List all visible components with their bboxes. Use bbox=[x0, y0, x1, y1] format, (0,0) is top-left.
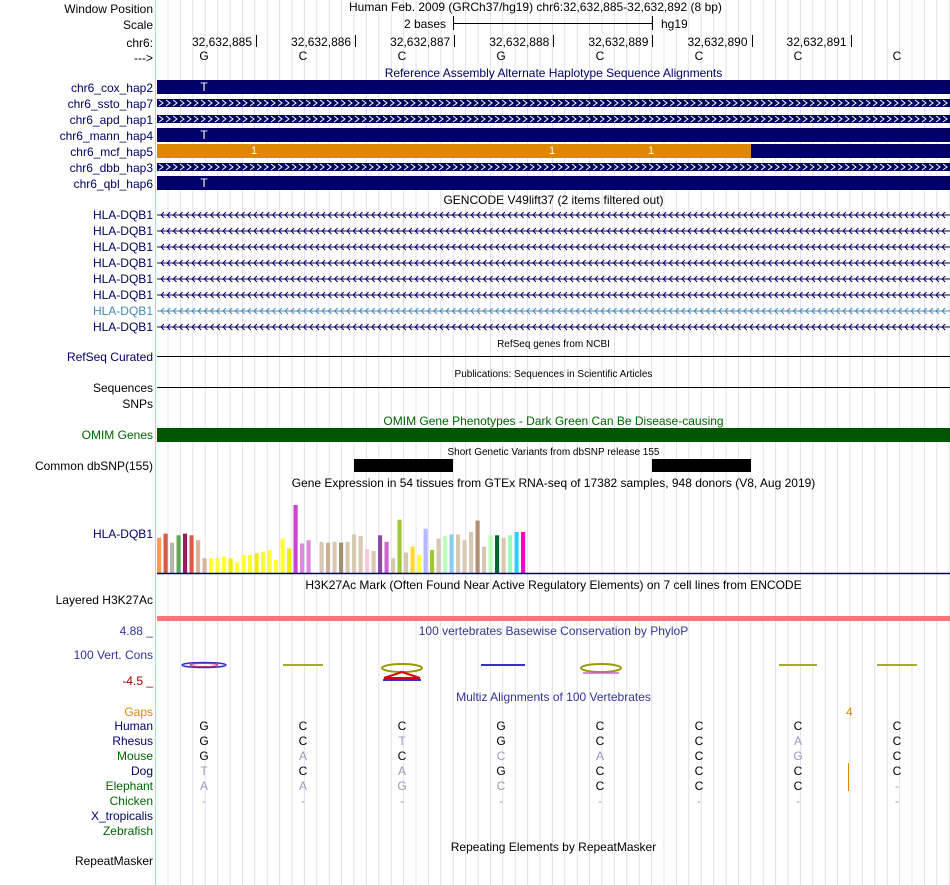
multiz-species-label: Human bbox=[114, 719, 153, 733]
multiz-base: C bbox=[892, 719, 902, 733]
gtex-tissue-bar[interactable] bbox=[450, 534, 454, 573]
window-position-value: Human Feb. 2009 (GRCh37/hg19) chr6:32,632,885-32,632,892 (8 bp) bbox=[349, 0, 722, 14]
gtex-tissue-bar[interactable] bbox=[339, 543, 343, 573]
coord-tick bbox=[553, 35, 554, 47]
strand-label: ---> bbox=[134, 51, 153, 65]
alt-haplotype-base: T bbox=[200, 80, 208, 94]
alt-haplotypes-title: Reference Assembly Alternate Haplotype Sequence Alignments bbox=[384, 66, 723, 80]
gtex-tissue-bar[interactable] bbox=[209, 558, 213, 573]
alt-haplotype-feature[interactable] bbox=[751, 144, 950, 158]
multiz-base: A bbox=[298, 749, 307, 763]
multiz-base: C bbox=[793, 719, 803, 733]
phylop-logo-5 bbox=[581, 664, 621, 673]
gtex-tissue-bar[interactable] bbox=[476, 521, 480, 573]
multiz-base: - bbox=[301, 794, 305, 808]
gencode-transcript-label[interactable]: HLA-DQB1 bbox=[92, 208, 153, 222]
multiz-base: C bbox=[892, 764, 902, 778]
multiz-species-label: X_tropicalis bbox=[90, 809, 153, 823]
reference-base: C bbox=[694, 49, 704, 63]
gencode-transcript-label[interactable]: HLA-DQB1 bbox=[92, 288, 153, 302]
gtex-tissue-bar[interactable] bbox=[229, 558, 233, 573]
gtex-tissue-bar[interactable] bbox=[346, 542, 350, 573]
coord-tick bbox=[752, 35, 753, 47]
dbsnp-title: Short Genetic Variants from dbSNP release 155 bbox=[447, 447, 660, 458]
gtex-tissue-bar[interactable] bbox=[242, 555, 246, 573]
publications-title: Publications: Sequences in Scientific Articles bbox=[454, 369, 653, 380]
multiz-species-label: Dog bbox=[130, 764, 153, 778]
chrom-label: chr6: bbox=[126, 36, 153, 50]
alt-haplotype-label[interactable]: chr6_mcf_hap5 bbox=[70, 145, 153, 159]
multiz-base: A bbox=[298, 779, 307, 793]
strand-arrows bbox=[157, 99, 950, 107]
multiz-base: C bbox=[298, 764, 308, 778]
coord-label: 32,632,891 bbox=[786, 35, 847, 49]
multiz-gaps-value: 4 bbox=[846, 705, 853, 719]
reference-base: G bbox=[199, 49, 209, 63]
alt-haplotype-base: T bbox=[200, 128, 208, 142]
coord-label: 32,632,888 bbox=[489, 35, 550, 49]
multiz-base: C bbox=[496, 779, 506, 793]
window-position-label: Window Position bbox=[64, 2, 153, 16]
gencode-transcript[interactable] bbox=[157, 226, 950, 236]
multiz-species-label: Elephant bbox=[105, 779, 153, 793]
gtex-label[interactable]: HLA-DQB1 bbox=[92, 527, 153, 541]
multiz-base: C bbox=[892, 749, 902, 763]
alt-haplotype-feature[interactable] bbox=[157, 80, 950, 94]
gencode-transcript[interactable] bbox=[157, 258, 950, 268]
scale-label: Scale bbox=[122, 18, 153, 32]
alt-haplotype-label[interactable]: chr6_ssto_hap7 bbox=[67, 97, 153, 111]
strand-arrows bbox=[157, 163, 950, 171]
gencode-transcript[interactable] bbox=[157, 322, 950, 332]
gtex-tissue-bar[interactable] bbox=[268, 550, 272, 573]
gencode-transcript[interactable] bbox=[157, 274, 950, 284]
gtex-tissue-bar[interactable] bbox=[469, 532, 473, 573]
coord-label: 32,632,889 bbox=[588, 35, 649, 49]
gencode-transcript[interactable] bbox=[157, 210, 950, 220]
multiz-base: C bbox=[595, 764, 605, 778]
gtex-tissue-bar[interactable] bbox=[495, 535, 499, 573]
gtex-tissue-bar[interactable] bbox=[248, 555, 252, 573]
multiz-base: C bbox=[595, 779, 605, 793]
dbsnp-label[interactable]: Common dbSNP(155) bbox=[34, 459, 153, 473]
gtex-tissue-bar[interactable] bbox=[437, 539, 441, 573]
alt-haplotype-base: 1 bbox=[250, 145, 258, 157]
reference-base: C bbox=[298, 49, 308, 63]
gtex-tissue-bar[interactable] bbox=[404, 553, 408, 574]
scale-bar bbox=[453, 23, 652, 24]
dbsnp-variant[interactable] bbox=[354, 459, 453, 472]
phylop-title: 100 vertebrates Basewise Conservation by PhyloP bbox=[418, 624, 689, 638]
h3k27ac-label[interactable]: Layered H3K27Ac bbox=[55, 593, 153, 607]
gencode-transcript-label[interactable]: HLA-DQB1 bbox=[92, 224, 153, 238]
alt-haplotype-base: T bbox=[200, 176, 208, 190]
coord-tick bbox=[355, 35, 356, 47]
gtex-tissue-bar[interactable] bbox=[502, 538, 506, 573]
reference-base: G bbox=[496, 49, 506, 63]
multiz-base: C bbox=[298, 719, 308, 733]
publications-line bbox=[157, 387, 950, 388]
multiz-base: G bbox=[397, 779, 407, 793]
alt-haplotype-feature[interactable] bbox=[157, 176, 950, 190]
reference-base: C bbox=[892, 49, 902, 63]
gtex-tissue-bar[interactable] bbox=[177, 535, 181, 573]
multiz-base: C bbox=[793, 764, 803, 778]
coord-tick bbox=[256, 35, 257, 47]
multiz-species-label: Mouse bbox=[116, 749, 153, 763]
coord-label: 32,632,887 bbox=[390, 35, 451, 49]
gtex-tissue-bar[interactable] bbox=[255, 553, 259, 573]
gtex-tissue-bar[interactable] bbox=[411, 547, 415, 573]
multiz-base: - bbox=[796, 794, 800, 808]
coord-label: 32,632,890 bbox=[687, 35, 748, 49]
multiz-base: C bbox=[694, 749, 704, 763]
gtex-tissue-bar[interactable] bbox=[417, 555, 421, 573]
alt-haplotype-feature[interactable] bbox=[157, 144, 751, 158]
refseq-title: RefSeq genes from NCBI bbox=[497, 339, 610, 350]
gencode-transcript[interactable] bbox=[157, 290, 950, 300]
multiz-base: C bbox=[397, 719, 407, 733]
multiz-base: C bbox=[694, 734, 704, 748]
reference-base: C bbox=[793, 49, 803, 63]
gtex-tissue-bar[interactable] bbox=[313, 545, 317, 573]
gtex-tissue-bar[interactable] bbox=[385, 542, 389, 573]
alt-haplotype-feature[interactable] bbox=[157, 128, 950, 142]
phylop-label[interactable]: 100 Vert. Cons bbox=[73, 648, 153, 662]
gtex-tissue-bar[interactable] bbox=[183, 534, 187, 573]
scale-right-tick bbox=[652, 16, 653, 30]
multiz-base: G bbox=[199, 749, 209, 763]
phylop-logo-3 bbox=[382, 664, 422, 680]
alt-haplotype-base: 1 bbox=[548, 145, 556, 157]
gtex-tissue-bar[interactable] bbox=[378, 535, 382, 573]
alt-haplotype-label[interactable]: chr6_apd_hap1 bbox=[69, 113, 153, 127]
multiz-gaps-label: Gaps bbox=[124, 705, 153, 719]
publications-label-snps[interactable]: SNPs bbox=[122, 397, 153, 411]
gtex-tissue-bar[interactable] bbox=[365, 549, 369, 573]
multiz-base: T bbox=[398, 734, 406, 748]
multiz-base: C bbox=[694, 764, 704, 778]
gtex-tissue-bar[interactable] bbox=[352, 534, 356, 573]
gtex-tissue-bar[interactable] bbox=[326, 543, 330, 573]
multiz-title: Multiz Alignments of 100 Vertebrates bbox=[456, 690, 651, 704]
alt-haplotype-label[interactable]: chr6_cox_hap2 bbox=[70, 81, 153, 95]
multiz-base: A bbox=[199, 779, 208, 793]
refseq-line bbox=[157, 356, 950, 357]
scale-bases: 2 bases bbox=[404, 17, 447, 31]
multiz-base: C bbox=[694, 779, 704, 793]
multiz-base: A bbox=[793, 734, 802, 748]
reference-base: C bbox=[397, 49, 407, 63]
gtex-tissue-bar[interactable] bbox=[372, 551, 376, 573]
gencode-transcript-label[interactable]: HLA-DQB1 bbox=[92, 320, 153, 334]
gencode-transcript-label[interactable]: HLA-DQB1 bbox=[92, 256, 153, 270]
gtex-tissue-bar[interactable] bbox=[261, 552, 265, 573]
gtex-tissue-bar[interactable] bbox=[391, 558, 395, 573]
multiz-base: C bbox=[595, 734, 605, 748]
gtex-tissue-bar[interactable] bbox=[443, 536, 447, 573]
publications-label-sequences[interactable]: Sequences bbox=[92, 381, 153, 395]
gtex-tissue-bar[interactable] bbox=[521, 532, 525, 573]
phylop-min: -4.5 _ bbox=[122, 674, 153, 688]
gencode-title: GENCODE V49lift37 (2 items filtered out) bbox=[443, 193, 664, 207]
multiz-base: - bbox=[895, 779, 899, 793]
multiz-species-label: Zebrafish bbox=[102, 824, 153, 838]
gtex-tissue-bar[interactable] bbox=[508, 535, 512, 573]
multiz-base: - bbox=[499, 794, 503, 808]
multiz-base: G bbox=[496, 719, 506, 733]
alt-haplotype-base: 1 bbox=[647, 145, 655, 157]
gtex-tissue-bar[interactable] bbox=[235, 562, 239, 573]
multiz-base: G bbox=[496, 764, 506, 778]
gtex-tissue-bar[interactable] bbox=[164, 534, 168, 573]
refseq-label[interactable]: RefSeq Curated bbox=[66, 350, 153, 364]
h3k27ac-signal bbox=[157, 616, 950, 621]
gtex-tissue-bar[interactable] bbox=[287, 548, 291, 573]
multiz-base: C bbox=[496, 749, 506, 763]
phylop-chart bbox=[157, 658, 950, 684]
gencode-transcript-label[interactable]: HLA-DQB1 bbox=[92, 304, 153, 318]
multiz-base: C bbox=[298, 734, 308, 748]
gtex-tissue-bar[interactable] bbox=[190, 535, 194, 573]
gtex-tissue-bar[interactable] bbox=[463, 540, 467, 573]
gtex-tissue-bar[interactable] bbox=[274, 560, 278, 573]
gtex-tissue-bar[interactable] bbox=[196, 540, 200, 573]
multiz-base: A bbox=[397, 764, 406, 778]
coord-label: 32,632,886 bbox=[291, 35, 352, 49]
multiz-base: T bbox=[200, 764, 208, 778]
repeatmasker-label[interactable]: RepeatMasker bbox=[74, 854, 153, 868]
gtex-tissue-bar[interactable] bbox=[170, 543, 174, 573]
gtex-tissue-bar[interactable] bbox=[359, 536, 363, 573]
gtex-tissue-bar[interactable] bbox=[430, 550, 434, 573]
gencode-transcript-label[interactable]: HLA-DQB1 bbox=[92, 240, 153, 254]
gtex-tissue-bar[interactable] bbox=[482, 547, 486, 573]
multiz-species-label: Rhesus bbox=[112, 734, 153, 748]
phylop-logo-1 bbox=[182, 663, 226, 668]
gtex-tissue-bar[interactable] bbox=[333, 542, 337, 573]
gtex-tissue-bar[interactable] bbox=[216, 558, 220, 573]
gtex-chart[interactable] bbox=[157, 490, 950, 576]
multiz-base: G bbox=[199, 719, 209, 733]
multiz-base: C bbox=[793, 779, 803, 793]
gtex-tissue-bar[interactable] bbox=[456, 534, 460, 573]
multiz-base: - bbox=[697, 794, 701, 808]
gtex-tissue-bar[interactable] bbox=[515, 532, 519, 573]
gtex-tissue-bar[interactable] bbox=[307, 540, 311, 573]
multiz-base: C bbox=[595, 719, 605, 733]
multiz-base: - bbox=[202, 794, 206, 808]
strand-arrows bbox=[157, 115, 950, 123]
h3k27ac-title: H3K27Ac Mark (Often Found Near Active Regulatory Elements) on 7 cell lines from ENCODE bbox=[305, 578, 802, 592]
multiz-base: G bbox=[496, 734, 506, 748]
coord-label: 32,632,885 bbox=[191, 35, 252, 49]
gencode-transcript[interactable] bbox=[157, 306, 950, 316]
gtex-tissue-bar[interactable] bbox=[157, 538, 161, 573]
multiz-base: C bbox=[892, 734, 902, 748]
scale-db: hg19 bbox=[661, 17, 688, 31]
dbsnp-variant[interactable] bbox=[652, 459, 751, 472]
reference-base: C bbox=[595, 49, 605, 63]
coord-tick bbox=[454, 35, 455, 47]
gtex-tissue-bar[interactable] bbox=[320, 542, 324, 573]
multiz-base: - bbox=[400, 794, 404, 808]
gencode-transcript[interactable] bbox=[157, 242, 950, 252]
multiz-base: A bbox=[595, 749, 604, 763]
gtex-tissue-bar[interactable] bbox=[424, 529, 428, 573]
coord-tick bbox=[652, 35, 653, 47]
gtex-tissue-bar[interactable] bbox=[300, 543, 304, 573]
omim-title: OMIM Gene Phenotypes - Dark Green Can Be Disease-causing bbox=[383, 414, 724, 428]
multiz-base: - bbox=[895, 794, 899, 808]
multiz-base: C bbox=[397, 749, 407, 763]
gtex-tissue-bar[interactable] bbox=[398, 520, 402, 573]
multiz-base: - bbox=[598, 794, 602, 808]
multiz-base: C bbox=[694, 719, 704, 733]
gtex-tissue-bar[interactable] bbox=[281, 539, 285, 573]
alt-haplotype-label[interactable]: chr6_dbb_hap3 bbox=[69, 161, 153, 175]
omim-feature[interactable] bbox=[157, 428, 950, 442]
phylop-max: 4.88 _ bbox=[119, 624, 153, 638]
gencode-transcript-label[interactable]: HLA-DQB1 bbox=[92, 272, 153, 286]
multiz-gap-marker bbox=[848, 763, 849, 791]
alt-haplotype-label[interactable]: chr6_mann_hap4 bbox=[59, 129, 153, 143]
multiz-base: G bbox=[199, 734, 209, 748]
coord-tick bbox=[851, 35, 852, 47]
gtex-tissue-bar[interactable] bbox=[203, 558, 207, 573]
gtex-tissue-bar[interactable] bbox=[489, 535, 493, 573]
omim-label[interactable]: OMIM Genes bbox=[81, 428, 153, 442]
gtex-tissue-bar[interactable] bbox=[294, 505, 298, 573]
multiz-species-label: Chicken bbox=[109, 794, 153, 808]
alt-haplotype-label[interactable]: chr6_qbl_hap6 bbox=[73, 177, 153, 191]
gtex-title: Gene Expression in 54 tissues from GTEx RNA-seq of 17382 samples, 948 donors (V8, Aug 2019) bbox=[291, 476, 816, 490]
repeatmasker-title: Repeating Elements by RepeatMasker bbox=[450, 840, 657, 854]
multiz-base: G bbox=[793, 749, 803, 763]
gtex-tissue-bar[interactable] bbox=[222, 557, 226, 573]
